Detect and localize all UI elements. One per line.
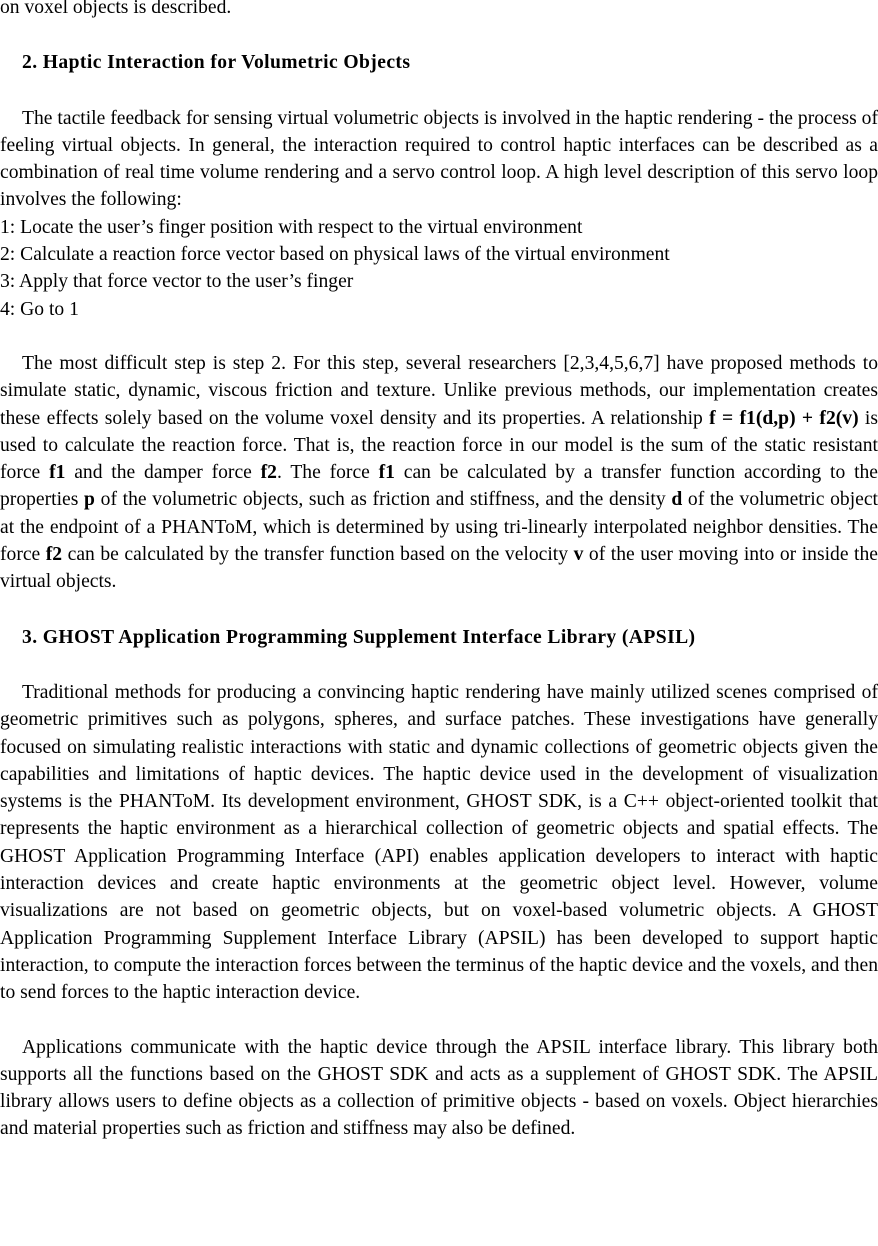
text-run: of the user moving into or inside the virtual objects. [0,544,878,593]
symbol-d: d [671,489,683,511]
symbol-f1: f1 [378,462,395,484]
symbol-v: v [573,544,584,566]
symbol-f2: f2 [45,544,63,566]
text-run: is used to calculate the reaction force. That is, the reaction force in our model is the sum of the static resistant force [0,407,878,484]
symbol-f2: f2 [260,462,277,484]
section-2-paragraph-1: The tactile feedback for sensing virtual volumetric objects is involved in the haptic rendering - the process of feeling virtual objects. In general, the interaction required to control haptic interfaces can be described as a combination of real time volume rendering and a servo control loop. A high level description of this servo loop involves the following: [0,107,878,211]
section-3-paragraph-1: Traditional methods for producing a convincing haptic rendering have mainly utilized scenes comprised of geometric primitives such as polygons, spheres, and surface patches. These investigations have generally focused on simulating realistic interactions with static and dynamic collections of geometric objects given the capabilities and limitations of haptic devices. The haptic device used in the development of visualization systems is the PHANToM. Its development environment, GHOST SDK, is a C++ object-oriented toolkit that represents the haptic environment as a hierarchical collection of geometric objects and spatial effects. The GHOST Application Programming Interface (API) enables application developers to interact with haptic interaction devices and create haptic environments at the geometric object level. However, volume visualizations are not based on geometric objects, but on voxel-based volumetric objects. A GHOST Application Programming Supplement Interface Library (APSIL) has been developed to support haptic interaction, to compute the interaction forces between the terminus of the haptic device and the voxels, and then to send forces to the haptic interaction device. [0,681,878,1004]
list-item: 3: Apply that force vector to the user’s finger [0,271,354,293]
text-run: can be calculated by a transfer function according to the properties [0,462,878,511]
symbol-p: p [84,489,95,511]
text-run: and the damper force [65,462,261,484]
force-formula: f = f1(d,p) + f2(v) [709,407,859,429]
text-run: can be calculated by the transfer function based on the velocity [62,544,574,566]
section-3-paragraph-2: Applications communicate with the haptic device through the APSIL interface library. This library both supports all the functions based on the GHOST SDK and acts as a supplement of GHOST SDK. The APSIL library allows users to define objects as a collection of primitive objects - based on voxels. Object hierarchies and material properties such as friction and stiffness may also be defined. [0,1036,878,1140]
section-2-heading: 2. Haptic Interaction for Volumetric Objects [22,52,411,74]
symbol-f1: f1 [49,462,66,484]
list-item: 1: Locate the user’s finger position with respect to the virtual environment [0,216,583,238]
section-3-heading: 3. GHOST Application Programming Supplement Interface Library (APSIL) [22,626,696,648]
text-run: of the volumetric object at the endpoint of a PHANToM, which is determined by using tri-linearly interpolated neighbor densities. The force [0,489,878,566]
list-item: 4: Go to 1 [0,298,79,320]
text-run: of the volumetric objects, such as friction and stiffness, and the density [94,489,672,511]
servo-loop-steps [0,214,878,323]
text-run: . The force [276,462,379,484]
section-2-paragraph-2 [0,350,878,596]
text-run: The most difficult step is step 2. For this step, several researchers [2,3,4,5,6,7] have proposed methods to simulate static, dynamic, viscous friction and texture. Unlike previous methods, our implementation creates these effects solely based on the volume voxel density and its properties. A relationship [0,352,878,429]
list-item: 2: Calculate a reaction force vector based on physical laws of the virtual environment [0,244,670,266]
intro-tail-text: on voxel objects is described. [0,0,232,18]
